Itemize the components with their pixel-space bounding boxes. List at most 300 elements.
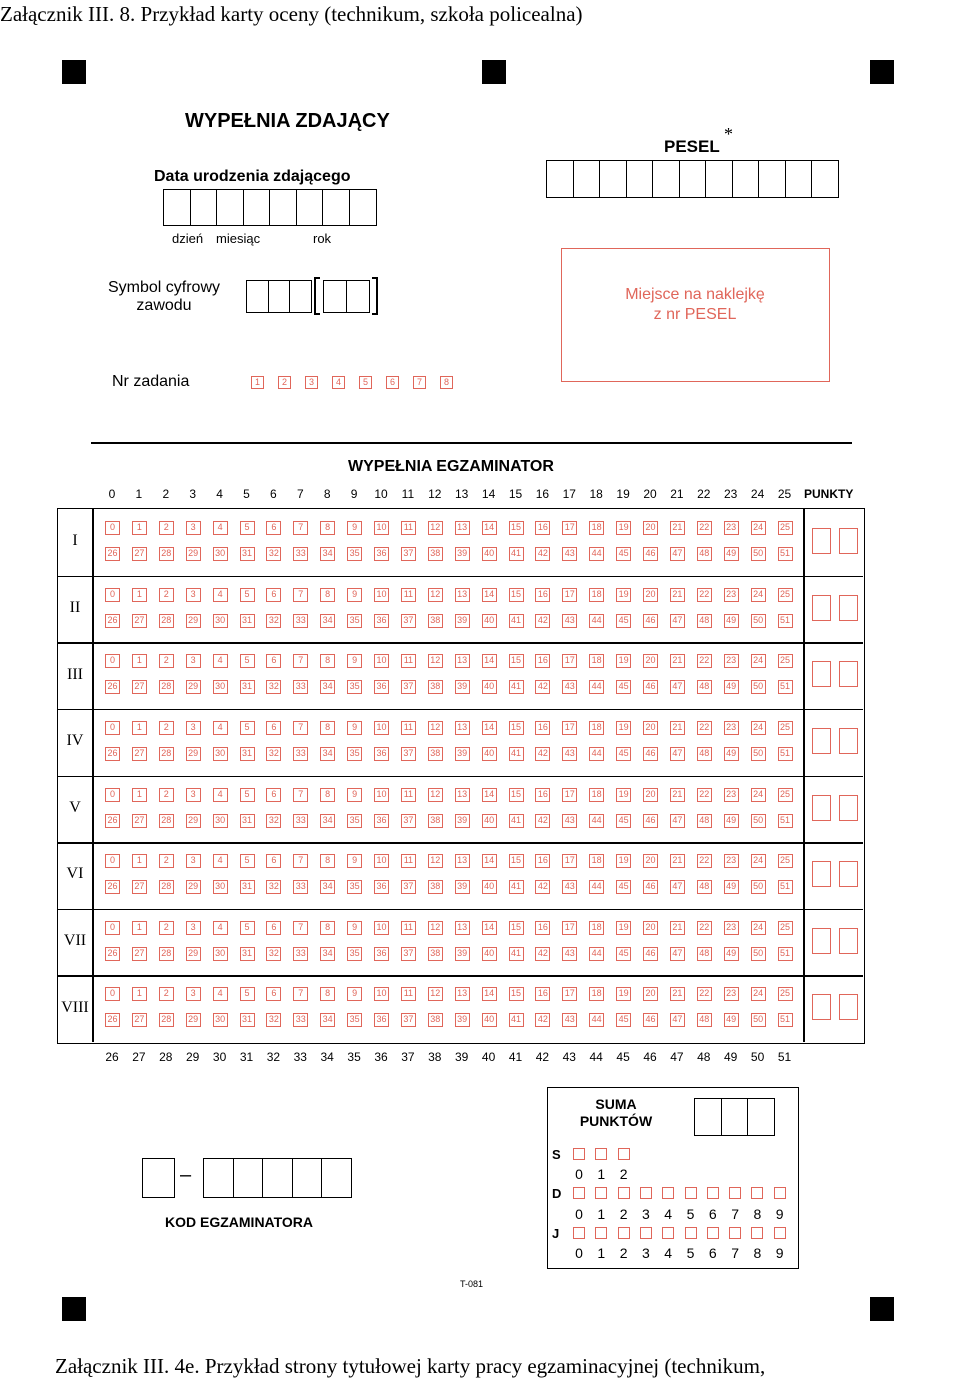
score-checkbox[interactable]: 35 [347, 547, 362, 561]
score-checkbox[interactable]: 21 [670, 588, 685, 602]
score-checkbox[interactable]: 3 [186, 721, 201, 735]
score-checkbox[interactable]: 21 [670, 654, 685, 668]
score-checkbox[interactable]: 21 [670, 921, 685, 935]
score-checkbox[interactable]: 37 [401, 547, 416, 561]
score-checkbox[interactable]: 51 [778, 614, 793, 628]
score-checkbox[interactable]: 46 [643, 880, 658, 894]
sum-digit-checkbox[interactable] [595, 1187, 607, 1199]
score-checkbox[interactable]: 11 [401, 788, 416, 802]
score-checkbox[interactable]: 17 [562, 987, 577, 1001]
score-checkbox[interactable]: 21 [670, 721, 685, 735]
score-checkbox[interactable]: 6 [266, 721, 281, 735]
score-checkbox[interactable]: 40 [482, 880, 497, 894]
score-checkbox[interactable]: 45 [616, 680, 631, 694]
score-checkbox[interactable]: 1 [132, 721, 147, 735]
score-checkbox[interactable]: 46 [643, 547, 658, 561]
score-checkbox[interactable]: 5 [240, 921, 255, 935]
score-checkbox[interactable]: 31 [240, 680, 255, 694]
score-checkbox[interactable]: 47 [670, 547, 685, 561]
score-checkbox[interactable]: 20 [643, 987, 658, 1001]
score-checkbox[interactable]: 4 [213, 987, 228, 1001]
score-checkbox[interactable]: 10 [374, 987, 389, 1001]
score-checkbox[interactable]: 13 [455, 788, 470, 802]
score-checkbox[interactable]: 7 [293, 921, 308, 935]
score-checkbox[interactable]: 33 [293, 547, 308, 561]
score-checkbox[interactable]: 21 [670, 854, 685, 868]
score-checkbox[interactable]: 37 [401, 814, 416, 828]
score-checkbox[interactable]: 17 [562, 854, 577, 868]
score-checkbox[interactable]: 7 [293, 721, 308, 735]
score-checkbox[interactable]: 23 [724, 987, 739, 1001]
sum-digit-checkbox[interactable] [729, 1227, 741, 1239]
score-checkbox[interactable]: 35 [347, 880, 362, 894]
score-checkbox[interactable]: 8 [320, 521, 335, 535]
score-checkbox[interactable]: 43 [562, 680, 577, 694]
score-checkbox[interactable]: 17 [562, 654, 577, 668]
sum-digit-checkbox[interactable] [774, 1227, 786, 1239]
sum-digit-checkbox[interactable] [729, 1187, 741, 1199]
score-checkbox[interactable]: 17 [562, 921, 577, 935]
score-checkbox[interactable]: 16 [535, 721, 550, 735]
score-checkbox[interactable]: 43 [562, 947, 577, 961]
score-checkbox[interactable]: 14 [482, 588, 497, 602]
score-checkbox[interactable]: 42 [535, 614, 550, 628]
score-checkbox[interactable]: 27 [132, 547, 147, 561]
score-checkbox[interactable]: 43 [562, 547, 577, 561]
score-checkbox[interactable]: 25 [778, 721, 793, 735]
score-checkbox[interactable]: 6 [266, 654, 281, 668]
score-checkbox[interactable]: 34 [320, 614, 335, 628]
score-checkbox[interactable]: 44 [589, 814, 604, 828]
score-checkbox[interactable]: 44 [589, 1013, 604, 1027]
score-checkbox[interactable]: 39 [455, 614, 470, 628]
score-checkbox[interactable]: 50 [751, 947, 766, 961]
score-checkbox[interactable]: 10 [374, 921, 389, 935]
score-checkbox[interactable]: 49 [724, 614, 739, 628]
score-checkbox[interactable]: 32 [266, 1013, 281, 1027]
score-checkbox[interactable]: 22 [697, 921, 712, 935]
score-checkbox[interactable]: 18 [589, 921, 604, 935]
score-checkbox[interactable]: 48 [697, 680, 712, 694]
score-checkbox[interactable]: 27 [132, 747, 147, 761]
score-checkbox[interactable]: 20 [643, 654, 658, 668]
score-checkbox[interactable]: 1 [132, 987, 147, 1001]
score-checkbox[interactable]: 11 [401, 521, 416, 535]
sum-digit-checkbox[interactable] [640, 1187, 652, 1199]
score-checkbox[interactable]: 27 [132, 947, 147, 961]
score-checkbox[interactable]: 40 [482, 547, 497, 561]
score-checkbox[interactable]: 9 [347, 987, 362, 1001]
score-checkbox[interactable]: 0 [105, 788, 120, 802]
sum-digit-checkbox[interactable] [685, 1227, 697, 1239]
score-checkbox[interactable]: 45 [616, 614, 631, 628]
score-checkbox[interactable]: 33 [293, 880, 308, 894]
score-checkbox[interactable]: 5 [240, 987, 255, 1001]
score-checkbox[interactable]: 34 [320, 680, 335, 694]
score-checkbox[interactable]: 49 [724, 747, 739, 761]
score-checkbox[interactable]: 41 [509, 814, 524, 828]
score-checkbox[interactable]: 27 [132, 880, 147, 894]
symbol-boxes-b[interactable] [323, 280, 368, 313]
score-checkbox[interactable]: 25 [778, 987, 793, 1001]
score-checkbox[interactable]: 10 [374, 788, 389, 802]
score-checkbox[interactable]: 39 [455, 947, 470, 961]
score-checkbox[interactable]: 11 [401, 921, 416, 935]
score-checkbox[interactable]: 8 [320, 788, 335, 802]
score-checkbox[interactable]: 45 [616, 814, 631, 828]
score-checkbox[interactable]: 31 [240, 747, 255, 761]
score-checkbox[interactable]: 24 [751, 588, 766, 602]
score-checkbox[interactable]: 27 [132, 614, 147, 628]
score-checkbox[interactable]: 18 [589, 788, 604, 802]
score-checkbox[interactable]: 28 [159, 680, 174, 694]
points-box[interactable] [839, 728, 858, 754]
score-checkbox[interactable]: 49 [724, 880, 739, 894]
task-number-checkbox[interactable]: 1 [251, 376, 264, 389]
score-checkbox[interactable]: 21 [670, 987, 685, 1001]
score-checkbox[interactable]: 44 [589, 614, 604, 628]
score-checkbox[interactable]: 23 [724, 721, 739, 735]
points-box[interactable] [839, 661, 858, 687]
score-checkbox[interactable]: 28 [159, 880, 174, 894]
score-checkbox[interactable]: 11 [401, 588, 416, 602]
score-checkbox[interactable]: 5 [240, 521, 255, 535]
score-checkbox[interactable]: 50 [751, 680, 766, 694]
score-checkbox[interactable]: 24 [751, 854, 766, 868]
score-checkbox[interactable]: 7 [293, 788, 308, 802]
score-checkbox[interactable]: 9 [347, 788, 362, 802]
score-checkbox[interactable]: 38 [428, 547, 443, 561]
score-checkbox[interactable]: 41 [509, 680, 524, 694]
points-box[interactable] [839, 795, 858, 821]
points-box[interactable] [812, 861, 831, 887]
score-checkbox[interactable]: 32 [266, 814, 281, 828]
score-checkbox[interactable]: 32 [266, 747, 281, 761]
sum-digit-checkbox[interactable] [707, 1227, 719, 1239]
task-number-checkbox[interactable]: 4 [332, 376, 345, 389]
points-box[interactable] [812, 661, 831, 687]
score-checkbox[interactable]: 9 [347, 654, 362, 668]
score-checkbox[interactable]: 49 [724, 547, 739, 561]
score-checkbox[interactable]: 22 [697, 788, 712, 802]
score-checkbox[interactable]: 35 [347, 814, 362, 828]
score-checkbox[interactable]: 35 [347, 747, 362, 761]
score-checkbox[interactable]: 19 [616, 721, 631, 735]
points-box[interactable] [812, 728, 831, 754]
score-checkbox[interactable]: 31 [240, 814, 255, 828]
score-checkbox[interactable]: 26 [105, 614, 120, 628]
score-checkbox[interactable]: 27 [132, 680, 147, 694]
score-checkbox[interactable]: 28 [159, 947, 174, 961]
score-checkbox[interactable]: 13 [455, 721, 470, 735]
sum-digit-checkbox[interactable] [774, 1187, 786, 1199]
score-checkbox[interactable]: 41 [509, 1013, 524, 1027]
sum-digit-checkbox[interactable] [662, 1187, 674, 1199]
score-checkbox[interactable]: 34 [320, 547, 335, 561]
score-checkbox[interactable]: 14 [482, 854, 497, 868]
score-checkbox[interactable]: 4 [213, 854, 228, 868]
score-checkbox[interactable]: 42 [535, 880, 550, 894]
score-checkbox[interactable]: 23 [724, 788, 739, 802]
sum-digit-checkbox[interactable] [618, 1187, 630, 1199]
score-checkbox[interactable]: 29 [186, 614, 201, 628]
score-checkbox[interactable]: 9 [347, 854, 362, 868]
score-checkbox[interactable]: 46 [643, 747, 658, 761]
score-checkbox[interactable]: 13 [455, 588, 470, 602]
score-checkbox[interactable]: 16 [535, 521, 550, 535]
score-checkbox[interactable]: 24 [751, 721, 766, 735]
sum-digit-checkbox[interactable] [662, 1227, 674, 1239]
score-checkbox[interactable]: 33 [293, 947, 308, 961]
score-checkbox[interactable]: 41 [509, 614, 524, 628]
score-checkbox[interactable]: 40 [482, 614, 497, 628]
score-checkbox[interactable]: 11 [401, 987, 416, 1001]
score-checkbox[interactable]: 12 [428, 788, 443, 802]
score-checkbox[interactable]: 28 [159, 1013, 174, 1027]
score-checkbox[interactable]: 37 [401, 680, 416, 694]
score-checkbox[interactable]: 16 [535, 654, 550, 668]
score-checkbox[interactable]: 1 [132, 521, 147, 535]
score-checkbox[interactable]: 12 [428, 921, 443, 935]
score-checkbox[interactable]: 13 [455, 654, 470, 668]
score-checkbox[interactable]: 12 [428, 721, 443, 735]
points-box[interactable] [839, 861, 858, 887]
score-checkbox[interactable]: 23 [724, 521, 739, 535]
score-checkbox[interactable]: 16 [535, 987, 550, 1001]
score-checkbox[interactable]: 9 [347, 588, 362, 602]
score-checkbox[interactable]: 1 [132, 654, 147, 668]
score-checkbox[interactable]: 30 [213, 1013, 228, 1027]
examiner-code-prefix-box[interactable] [142, 1158, 175, 1198]
score-checkbox[interactable]: 50 [751, 747, 766, 761]
score-checkbox[interactable]: 2 [159, 654, 174, 668]
score-checkbox[interactable]: 8 [320, 921, 335, 935]
score-checkbox[interactable]: 0 [105, 521, 120, 535]
score-checkbox[interactable]: 21 [670, 788, 685, 802]
task-number-checkbox[interactable]: 6 [386, 376, 399, 389]
score-checkbox[interactable]: 25 [778, 921, 793, 935]
score-checkbox[interactable]: 2 [159, 788, 174, 802]
score-checkbox[interactable]: 14 [482, 654, 497, 668]
birth-date-boxes[interactable] [163, 189, 375, 226]
score-checkbox[interactable]: 22 [697, 654, 712, 668]
score-checkbox[interactable]: 0 [105, 588, 120, 602]
score-checkbox[interactable]: 22 [697, 854, 712, 868]
sum-digit-checkbox[interactable] [751, 1227, 763, 1239]
score-checkbox[interactable]: 39 [455, 1013, 470, 1027]
score-checkbox[interactable]: 19 [616, 521, 631, 535]
score-checkbox[interactable]: 32 [266, 880, 281, 894]
score-checkbox[interactable]: 23 [724, 654, 739, 668]
score-checkbox[interactable]: 41 [509, 547, 524, 561]
score-checkbox[interactable]: 16 [535, 921, 550, 935]
score-checkbox[interactable]: 50 [751, 814, 766, 828]
score-checkbox[interactable]: 22 [697, 588, 712, 602]
task-number-checkbox[interactable]: 2 [278, 376, 291, 389]
score-checkbox[interactable]: 49 [724, 814, 739, 828]
score-checkbox[interactable]: 17 [562, 521, 577, 535]
score-checkbox[interactable]: 32 [266, 547, 281, 561]
score-checkbox[interactable]: 26 [105, 680, 120, 694]
score-checkbox[interactable]: 7 [293, 588, 308, 602]
score-checkbox[interactable]: 48 [697, 947, 712, 961]
score-checkbox[interactable]: 4 [213, 788, 228, 802]
score-checkbox[interactable]: 3 [186, 521, 201, 535]
score-checkbox[interactable]: 12 [428, 588, 443, 602]
score-checkbox[interactable]: 40 [482, 814, 497, 828]
score-checkbox[interactable]: 9 [347, 521, 362, 535]
score-checkbox[interactable]: 9 [347, 921, 362, 935]
score-checkbox[interactable]: 18 [589, 654, 604, 668]
score-checkbox[interactable]: 5 [240, 721, 255, 735]
score-checkbox[interactable]: 36 [374, 614, 389, 628]
score-checkbox[interactable]: 45 [616, 747, 631, 761]
score-checkbox[interactable]: 36 [374, 814, 389, 828]
score-checkbox[interactable]: 19 [616, 588, 631, 602]
score-checkbox[interactable]: 34 [320, 880, 335, 894]
score-checkbox[interactable]: 30 [213, 880, 228, 894]
score-checkbox[interactable]: 10 [374, 721, 389, 735]
score-checkbox[interactable]: 18 [589, 588, 604, 602]
score-checkbox[interactable]: 51 [778, 547, 793, 561]
score-checkbox[interactable]: 1 [132, 588, 147, 602]
score-checkbox[interactable]: 38 [428, 747, 443, 761]
examiner-code-boxes[interactable] [203, 1158, 351, 1198]
score-checkbox[interactable]: 32 [266, 680, 281, 694]
sum-digit-checkbox[interactable] [707, 1187, 719, 1199]
score-checkbox[interactable]: 14 [482, 987, 497, 1001]
sum-digit-checkbox[interactable] [618, 1227, 630, 1239]
score-checkbox[interactable]: 23 [724, 588, 739, 602]
score-checkbox[interactable]: 48 [697, 880, 712, 894]
score-checkbox[interactable]: 7 [293, 987, 308, 1001]
score-checkbox[interactable]: 13 [455, 854, 470, 868]
score-checkbox[interactable]: 11 [401, 721, 416, 735]
score-checkbox[interactable]: 20 [643, 854, 658, 868]
score-checkbox[interactable]: 44 [589, 747, 604, 761]
score-checkbox[interactable]: 6 [266, 588, 281, 602]
score-checkbox[interactable]: 12 [428, 654, 443, 668]
score-checkbox[interactable]: 24 [751, 987, 766, 1001]
score-checkbox[interactable]: 1 [132, 788, 147, 802]
score-checkbox[interactable]: 40 [482, 680, 497, 694]
score-checkbox[interactable]: 1 [132, 921, 147, 935]
score-checkbox[interactable]: 17 [562, 788, 577, 802]
score-checkbox[interactable]: 35 [347, 680, 362, 694]
score-checkbox[interactable]: 0 [105, 987, 120, 1001]
sum-digit-checkbox[interactable] [751, 1187, 763, 1199]
score-checkbox[interactable]: 49 [724, 1013, 739, 1027]
points-box[interactable] [812, 795, 831, 821]
score-checkbox[interactable]: 5 [240, 788, 255, 802]
score-checkbox[interactable]: 35 [347, 614, 362, 628]
score-checkbox[interactable]: 43 [562, 747, 577, 761]
score-checkbox[interactable]: 13 [455, 921, 470, 935]
score-checkbox[interactable]: 51 [778, 947, 793, 961]
sum-digit-checkbox[interactable] [595, 1227, 607, 1239]
score-checkbox[interactable]: 26 [105, 547, 120, 561]
score-checkbox[interactable]: 29 [186, 680, 201, 694]
points-box[interactable] [812, 595, 831, 621]
score-checkbox[interactable]: 39 [455, 680, 470, 694]
score-checkbox[interactable]: 47 [670, 947, 685, 961]
score-checkbox[interactable]: 8 [320, 654, 335, 668]
score-checkbox[interactable]: 33 [293, 747, 308, 761]
score-checkbox[interactable]: 35 [347, 1013, 362, 1027]
score-checkbox[interactable]: 34 [320, 747, 335, 761]
score-checkbox[interactable]: 35 [347, 947, 362, 961]
score-checkbox[interactable]: 36 [374, 547, 389, 561]
score-checkbox[interactable]: 24 [751, 788, 766, 802]
pesel-boxes[interactable] [546, 160, 838, 198]
score-checkbox[interactable]: 19 [616, 987, 631, 1001]
points-box[interactable] [812, 928, 831, 954]
score-checkbox[interactable]: 33 [293, 680, 308, 694]
sum-digit-checkbox[interactable] [573, 1227, 585, 1239]
score-checkbox[interactable]: 6 [266, 521, 281, 535]
score-checkbox[interactable]: 45 [616, 880, 631, 894]
score-checkbox[interactable]: 20 [643, 921, 658, 935]
score-checkbox[interactable]: 38 [428, 880, 443, 894]
score-checkbox[interactable]: 34 [320, 814, 335, 828]
score-checkbox[interactable]: 47 [670, 747, 685, 761]
score-checkbox[interactable]: 20 [643, 788, 658, 802]
score-checkbox[interactable]: 38 [428, 1013, 443, 1027]
score-checkbox[interactable]: 3 [186, 588, 201, 602]
score-checkbox[interactable]: 15 [509, 654, 524, 668]
score-checkbox[interactable]: 26 [105, 947, 120, 961]
score-checkbox[interactable]: 19 [616, 854, 631, 868]
score-checkbox[interactable]: 33 [293, 614, 308, 628]
score-checkbox[interactable]: 50 [751, 547, 766, 561]
score-checkbox[interactable]: 6 [266, 854, 281, 868]
score-checkbox[interactable]: 29 [186, 747, 201, 761]
score-checkbox[interactable]: 19 [616, 921, 631, 935]
score-checkbox[interactable]: 2 [159, 721, 174, 735]
score-checkbox[interactable]: 48 [697, 1013, 712, 1027]
score-checkbox[interactable]: 13 [455, 521, 470, 535]
score-checkbox[interactable]: 44 [589, 680, 604, 694]
score-checkbox[interactable]: 31 [240, 947, 255, 961]
score-checkbox[interactable]: 42 [535, 680, 550, 694]
task-number-checkbox[interactable]: 7 [413, 376, 426, 389]
score-checkbox[interactable]: 29 [186, 1013, 201, 1027]
sum-digit-checkbox[interactable] [618, 1148, 630, 1160]
score-checkbox[interactable]: 6 [266, 788, 281, 802]
score-checkbox[interactable]: 6 [266, 987, 281, 1001]
score-checkbox[interactable]: 49 [724, 947, 739, 961]
score-checkbox[interactable]: 47 [670, 680, 685, 694]
points-box[interactable] [839, 528, 858, 554]
score-checkbox[interactable]: 8 [320, 854, 335, 868]
score-checkbox[interactable]: 0 [105, 854, 120, 868]
score-checkbox[interactable]: 48 [697, 547, 712, 561]
symbol-boxes-a[interactable] [246, 280, 311, 313]
score-checkbox[interactable]: 10 [374, 654, 389, 668]
score-checkbox[interactable]: 16 [535, 788, 550, 802]
score-checkbox[interactable]: 36 [374, 947, 389, 961]
score-checkbox[interactable]: 25 [778, 588, 793, 602]
score-checkbox[interactable]: 6 [266, 921, 281, 935]
score-checkbox[interactable]: 11 [401, 654, 416, 668]
score-checkbox[interactable]: 25 [778, 521, 793, 535]
score-checkbox[interactable]: 40 [482, 947, 497, 961]
points-box[interactable] [839, 994, 858, 1020]
score-checkbox[interactable]: 33 [293, 814, 308, 828]
score-checkbox[interactable]: 2 [159, 521, 174, 535]
score-checkbox[interactable]: 50 [751, 614, 766, 628]
score-checkbox[interactable]: 14 [482, 521, 497, 535]
